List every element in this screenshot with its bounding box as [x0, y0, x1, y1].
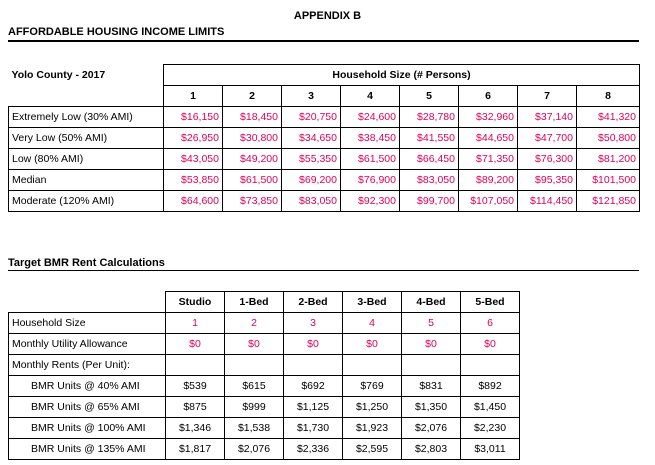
income-cell: $83,050 — [400, 170, 459, 191]
rent-calculations-table — [8, 291, 520, 460]
rent-cell: $892 — [461, 376, 520, 397]
col-header: 5-Bed — [461, 292, 520, 313]
rent-section-title: Target BMR Rent Calculations — [8, 257, 165, 269]
income-cell: $49,200 — [223, 149, 282, 170]
income-cell: $28,780 — [400, 107, 459, 128]
rent-row — [9, 397, 520, 418]
rent-row — [9, 376, 520, 397]
county-label: Yolo County - 2017 — [11, 69, 106, 81]
cell: 3 — [284, 313, 343, 334]
row-label: BMR Units @ 65% AMI — [9, 397, 166, 418]
cell: 2 — [225, 313, 284, 334]
rent-cell: $999 — [225, 397, 284, 418]
cell: $0 — [343, 334, 402, 355]
col-header: 7 — [518, 86, 577, 107]
row-label: Monthly Utility Allowance — [9, 334, 166, 355]
rent-cell: $1,350 — [402, 397, 461, 418]
income-cell: $64,600 — [164, 191, 223, 212]
col-header: 3 — [282, 86, 341, 107]
income-cell: $26,950 — [164, 128, 223, 149]
income-cell: $76,900 — [341, 170, 400, 191]
income-cell: $92,300 — [341, 191, 400, 212]
income-cell: $114,450 — [518, 191, 577, 212]
rent-cell: $875 — [166, 397, 225, 418]
rent-cell: $831 — [402, 376, 461, 397]
income-row — [9, 107, 640, 128]
cell: $0 — [461, 334, 520, 355]
rent-cell: $1,730 — [284, 418, 343, 439]
income-cell: $73,850 — [223, 191, 282, 212]
rent-cell: $1,450 — [461, 397, 520, 418]
utility-row — [9, 334, 520, 355]
col-header: 4 — [341, 86, 400, 107]
monthly-rents-row — [9, 355, 520, 376]
row-label: BMR Units @ 135% AMI — [9, 439, 166, 460]
rent-cell: $615 — [225, 376, 284, 397]
rent-cell: $1,538 — [225, 418, 284, 439]
row-label: BMR Units @ 100% AMI — [9, 418, 166, 439]
rent-cell: $2,803 — [402, 439, 461, 460]
income-cell: $66,450 — [400, 149, 459, 170]
income-cell: $41,550 — [400, 128, 459, 149]
rent-cell: $2,076 — [225, 439, 284, 460]
rent-cell: $2,595 — [343, 439, 402, 460]
income-cell: $30,800 — [223, 128, 282, 149]
rent-cell: $1,923 — [343, 418, 402, 439]
rent-cell: $539 — [166, 376, 225, 397]
income-cell: $95,350 — [518, 170, 577, 191]
income-cell: $41,320 — [577, 107, 640, 128]
rent-row — [9, 418, 520, 439]
rent-cell: $3,011 — [461, 439, 520, 460]
col-header: 2 — [223, 86, 282, 107]
title-rule — [8, 40, 639, 42]
income-cell: $47,700 — [518, 128, 577, 149]
income-row — [9, 170, 640, 191]
income-cell: $24,600 — [341, 107, 400, 128]
income-cell: $69,200 — [282, 170, 341, 191]
rent-cell: $2,076 — [402, 418, 461, 439]
cell: $0 — [225, 334, 284, 355]
income-cell: $20,750 — [282, 107, 341, 128]
household-size-header: Household Size (# Persons) — [164, 65, 640, 86]
row-label: BMR Units @ 40% AMI — [9, 376, 166, 397]
household-size-row — [9, 313, 520, 334]
income-cell: $121,850 — [577, 191, 640, 212]
rent-row — [9, 439, 520, 460]
cell: 5 — [402, 313, 461, 334]
rent-cell: $1,250 — [343, 397, 402, 418]
rent-section-rule — [8, 270, 639, 271]
col-header: 6 — [459, 86, 518, 107]
rent-cell: $1,817 — [166, 439, 225, 460]
row-label: Moderate (120% AMI) — [9, 191, 164, 212]
rent-cell: $2,230 — [461, 418, 520, 439]
col-header: 1-Bed — [225, 292, 284, 313]
col-header: 3-Bed — [343, 292, 402, 313]
income-row — [9, 128, 640, 149]
row-label: Median — [9, 170, 164, 191]
col-header: Studio — [166, 292, 225, 313]
income-cell: $38,450 — [341, 128, 400, 149]
income-cell: $61,500 — [341, 149, 400, 170]
row-label: Household Size — [9, 313, 166, 334]
income-limits-table — [8, 64, 640, 212]
income-cell: $43,050 — [164, 149, 223, 170]
col-header: 2-Bed — [284, 292, 343, 313]
income-cell: $16,150 — [164, 107, 223, 128]
income-cell: $32,960 — [459, 107, 518, 128]
cell: $0 — [284, 334, 343, 355]
income-cell: $37,140 — [518, 107, 577, 128]
income-cell: $50,800 — [577, 128, 640, 149]
row-label: Low (80% AMI) — [9, 149, 164, 170]
rent-cell: $769 — [343, 376, 402, 397]
rent-cell: $1,125 — [284, 397, 343, 418]
col-header: 4-Bed — [402, 292, 461, 313]
col-header: 5 — [400, 86, 459, 107]
cell: 1 — [166, 313, 225, 334]
income-cell: $76,300 — [518, 149, 577, 170]
income-row — [9, 149, 640, 170]
income-cell: $34,650 — [282, 128, 341, 149]
cell: $0 — [402, 334, 461, 355]
row-label: Extremely Low (30% AMI) — [9, 107, 164, 128]
col-header: 1 — [164, 86, 223, 107]
income-cell: $44,650 — [459, 128, 518, 149]
income-cell: $18,450 — [223, 107, 282, 128]
rent-cell: $692 — [284, 376, 343, 397]
income-cell: $89,200 — [459, 170, 518, 191]
income-cell: $99,700 — [400, 191, 459, 212]
row-label: Very Low (50% AMI) — [9, 128, 164, 149]
income-cell: $53,850 — [164, 170, 223, 191]
cell: $0 — [166, 334, 225, 355]
page-title: AFFORDABLE HOUSING INCOME LIMITS — [8, 26, 225, 38]
cell: 4 — [343, 313, 402, 334]
income-cell: $107,050 — [459, 191, 518, 212]
row-label: Monthly Rents (Per Unit): — [9, 355, 166, 376]
income-cell: $81,200 — [577, 149, 640, 170]
col-header: 8 — [577, 86, 640, 107]
income-cell: $61,500 — [223, 170, 282, 191]
income-cell: $101,500 — [577, 170, 640, 191]
rent-cell: $1,346 — [166, 418, 225, 439]
income-cell: $71,350 — [459, 149, 518, 170]
rent-cell: $2,336 — [284, 439, 343, 460]
income-cell: $55,350 — [282, 149, 341, 170]
appendix-label: APPENDIX B — [293, 10, 362, 22]
cell: 6 — [461, 313, 520, 334]
income-cell: $83,050 — [282, 191, 341, 212]
income-row — [9, 191, 640, 212]
